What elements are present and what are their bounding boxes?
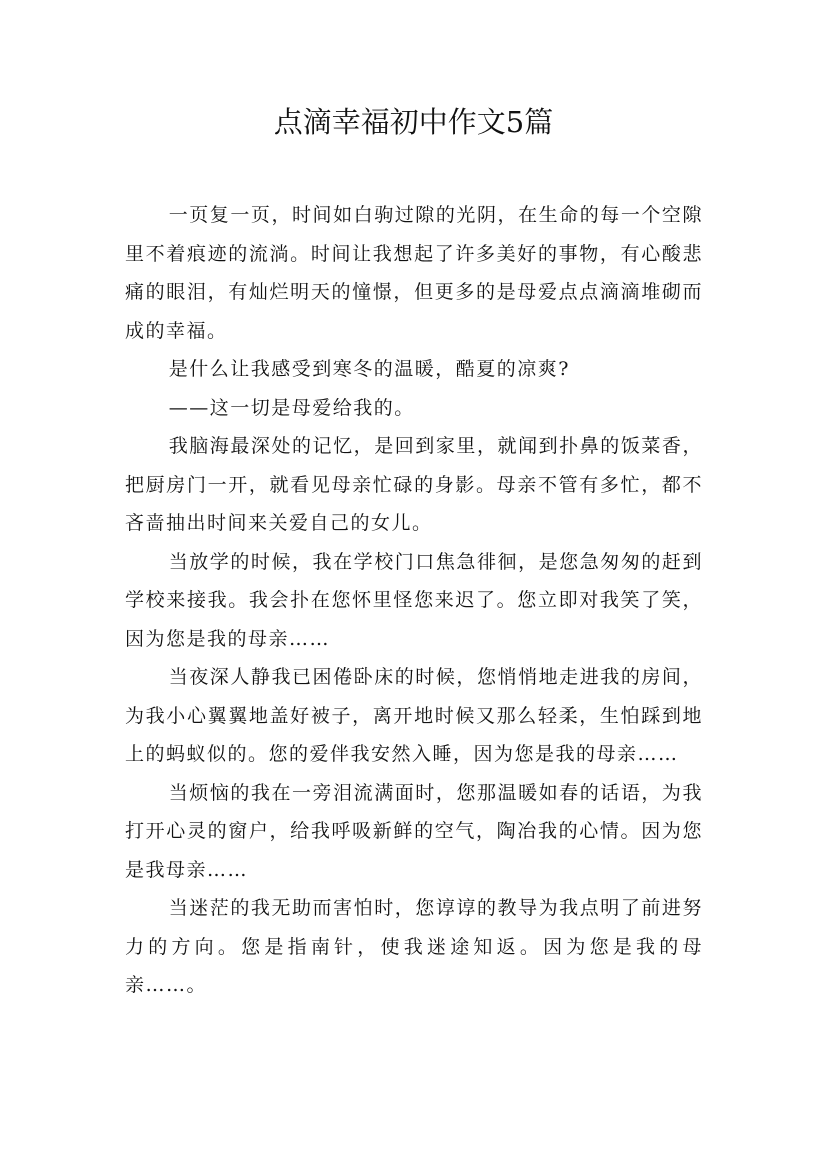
paragraph: 是什么让我感受到寒冬的温暖，酷夏的凉爽? xyxy=(168,358,570,380)
paragraph: 我脑海最深处的记忆，是回到家里，就闻到扑鼻的饭菜香，把厨房门一开，就看见母亲忙碌的身影。母亲不管有多忙，都不吝啬抽出时间来关爱自己的女儿。 xyxy=(125,435,703,534)
paragraph: 当迷茫的我无助而害怕时，您谆谆的教导为我点明了前进努力的方向。您是指南针，使我迷途知返。因为您是我的母亲……。 xyxy=(125,897,703,996)
paragraph: 一页复一页，时间如白驹过隙的光阴，在生命的每一个空隙里不着痕迹的流淌。时间让我想起了许多美好的事物，有心酸悲痛的眼泪，有灿烂明天的憧憬，但更多的是母爱点点滴滴堆砌而成的幸福。 xyxy=(125,204,703,342)
document-body xyxy=(125,196,703,1005)
paragraph: 当夜深人静我已困倦卧床的时候，您悄悄地走进我的房间，为我小心翼翼地盖好被子，离开地时候又那么轻柔，生怕踩到地上的蚂蚁似的。您的爱伴我安然入睡，因为您是我的母亲…… xyxy=(125,666,703,765)
paragraph: 当放学的时候，我在学校门口焦急徘徊，是您急匆匆的赶到学校来接我。我会扑在您怀里怪您来迟了。您立即对我笑了笑，因为您是我的母亲…… xyxy=(125,550,703,650)
paragraph: 当烦恼的我在一旁泪流满面时，您那温暖如春的话语，为我打开心灵的窗户，给我呼吸新鲜的空气，陶冶我的心情。因为您是我母亲…… xyxy=(125,781,703,881)
paragraph: ——这一切是母爱给我的。 xyxy=(168,396,415,419)
document-title: 点滴幸福初中作文5篇 xyxy=(273,105,554,139)
